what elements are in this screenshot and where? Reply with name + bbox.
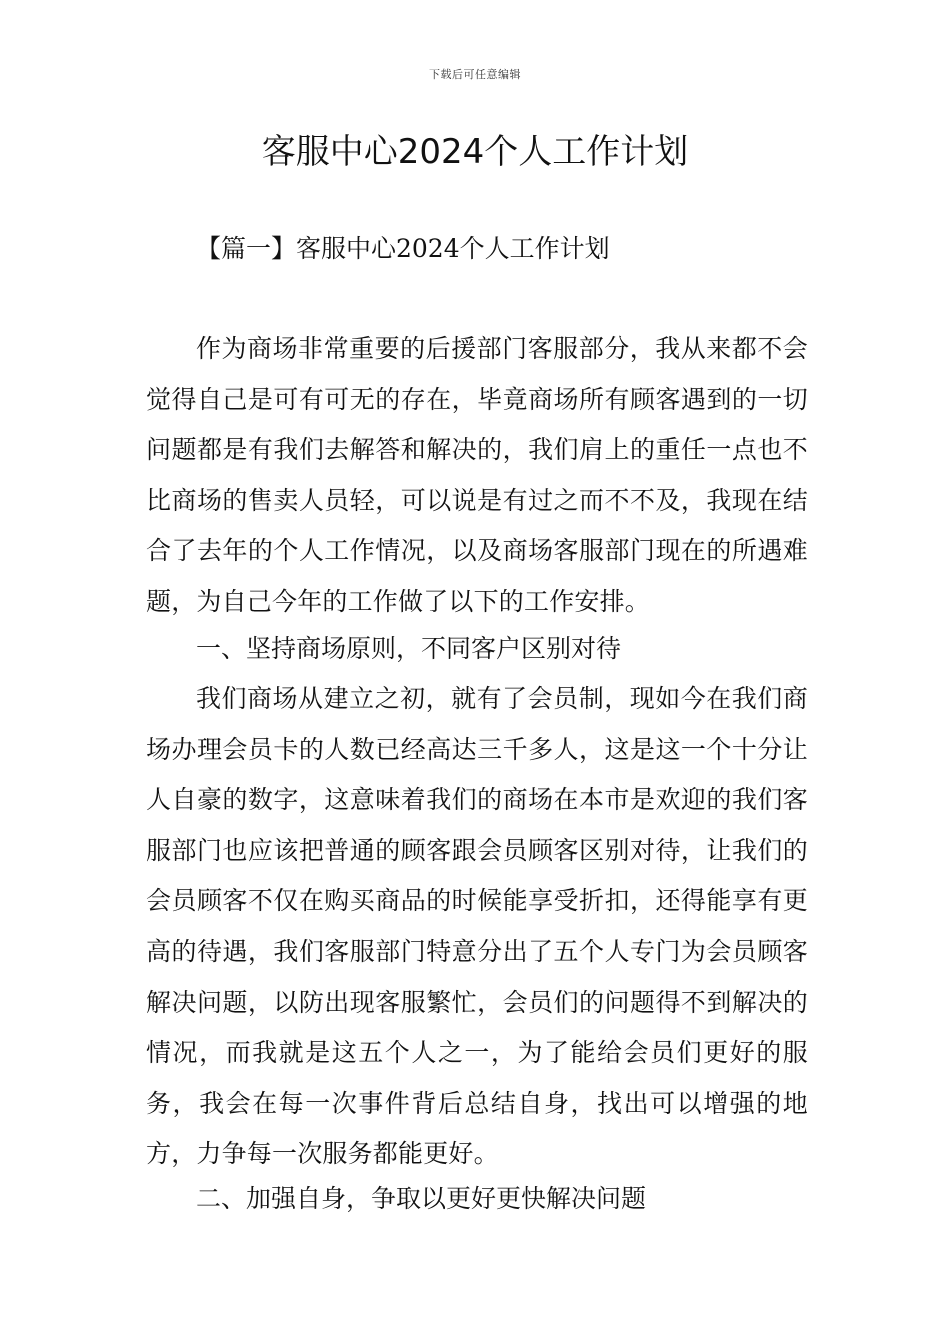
section-title: 【篇一】客服中心2024个人工作计划 xyxy=(196,234,610,263)
paragraph-intro: 作为商场非常重要的后援部门客服部分，我从来都不会觉得自己是可有可无的存在，毕竟商场所有顾客遇到的一切问题都是有我们去解答和解决的，我们肩上的重任一点也不比商场的售卖人员轻，可以说是有过之而不不及，我现在结合了去年的个人工作情况，以及商场客服部门现在的所遇难题，为自己今年的工作做了以下的工作安排。 xyxy=(146,334,808,616)
document-title: 客服中心2024个人工作计划 xyxy=(261,132,689,172)
heading-self-improvement: 二、加强自身，争取以更好更快解决问题 xyxy=(196,1184,647,1213)
heading-principle: 一、坚持商场原则，不同客户区别对待 xyxy=(196,634,622,663)
paragraph-membership: 我们商场从建立之初，就有了会员制，现如今在我们商场办理会员卡的人数已经高达三千多人，这是这一个十分让人自豪的数字，这意味着我们的商场在本市是欢迎的我们客服部门也应该把普通的顾客跟会员顾客区别对待，让我们的会员顾客不仅在购买商品的时候能享受折扣，还得能享有更高的待遇，我们客服部门特意分出了五个人专门为会员顾客解决问题，以防出现客服繁忙，会员们的问题得不到解决的情况，而我就是这五个人之一，为了能给会员们更好的服务，我会在每一次事件背后总结自身，找出可以增强的地方，力争每一次服务都能更好。 xyxy=(146,684,808,1169)
header-note: 下载后可任意编辑 xyxy=(429,68,521,81)
